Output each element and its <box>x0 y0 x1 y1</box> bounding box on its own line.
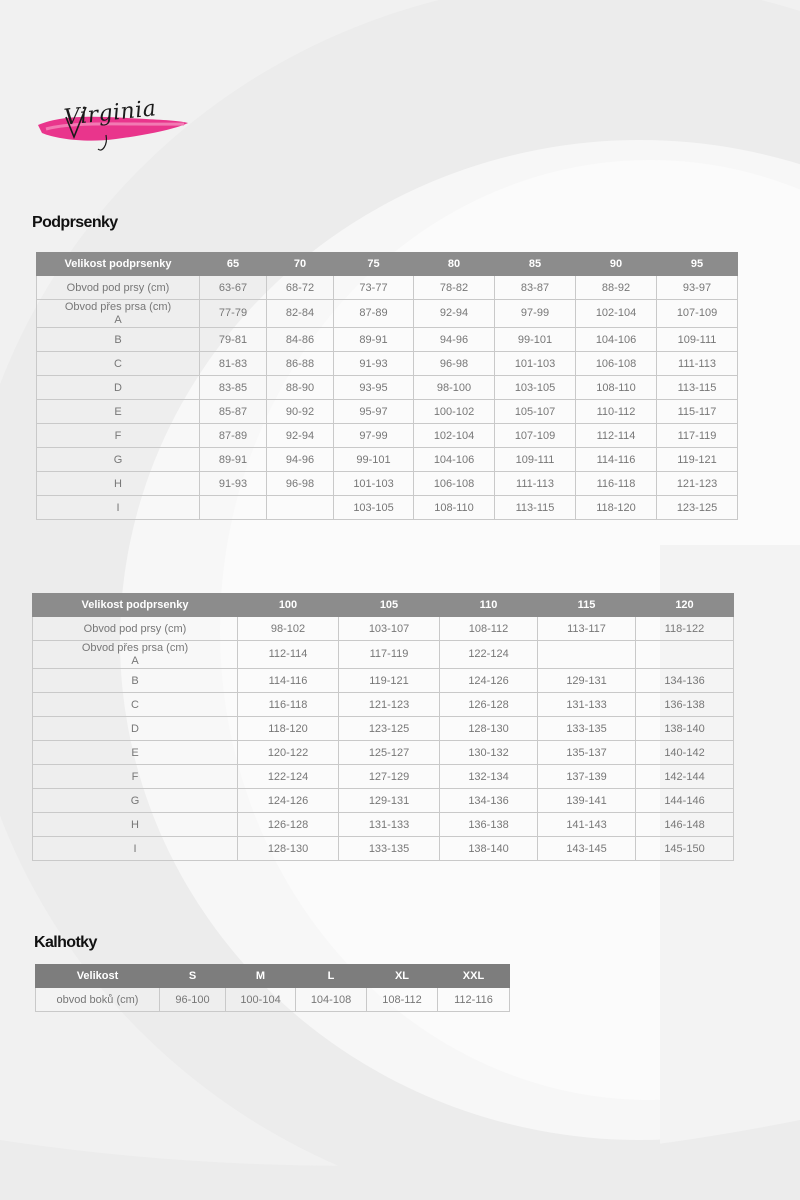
size-range-cell: 100-102 <box>414 400 495 424</box>
header-cell: 75 <box>334 253 414 276</box>
header-cell: M <box>226 965 296 988</box>
size-range-cell: 101-103 <box>495 352 576 376</box>
header-cell: Velikost <box>36 965 160 988</box>
size-range-cell: 94-96 <box>267 448 334 472</box>
header-cell: 100 <box>238 594 339 617</box>
size-range-cell: 131-133 <box>339 813 440 837</box>
size-range-cell: 140-142 <box>636 741 734 765</box>
row-label-cell: B <box>37 328 200 352</box>
size-range-cell: 106-108 <box>414 472 495 496</box>
row-label-cell <box>37 300 200 328</box>
size-range-cell: 129-131 <box>538 669 636 693</box>
header-cell: Velikost podprsenky <box>37 253 200 276</box>
size-range-cell: 81-83 <box>200 352 267 376</box>
brand-logo <box>36 95 192 157</box>
size-range-cell: 68-72 <box>267 276 334 300</box>
size-range-cell: 97-99 <box>495 300 576 328</box>
size-range-cell: 124-126 <box>440 669 538 693</box>
size-range-cell: 108-112 <box>367 988 438 1012</box>
row-label-cell: I <box>33 837 238 861</box>
table-header-row <box>37 253 738 276</box>
size-range-cell: 136-138 <box>440 813 538 837</box>
size-range-cell: 99-101 <box>495 328 576 352</box>
size-range-cell: 95-97 <box>334 400 414 424</box>
size-range-cell: 89-91 <box>200 448 267 472</box>
size-range-cell: 122-124 <box>238 765 339 789</box>
size-range-cell: 100-104 <box>226 988 296 1012</box>
row-label-cell: F <box>33 765 238 789</box>
size-range-cell: 110-112 <box>576 400 657 424</box>
size-range-cell: 82-84 <box>267 300 334 328</box>
size-range-cell: 127-129 <box>339 765 440 789</box>
size-range-cell: 97-99 <box>334 424 414 448</box>
table-row <box>33 765 734 789</box>
table-row <box>37 300 738 328</box>
size-range-cell: 85-87 <box>200 400 267 424</box>
size-range-cell: 92-94 <box>267 424 334 448</box>
size-range-cell: 104-106 <box>576 328 657 352</box>
row-label-cell: B <box>33 669 238 693</box>
row-label-line: A <box>114 313 122 326</box>
size-range-cell: 104-106 <box>414 448 495 472</box>
row-label-cell: H <box>37 472 200 496</box>
size-range-cell: 103-107 <box>339 617 440 641</box>
size-range-cell: 115-117 <box>657 400 738 424</box>
header-cell: 65 <box>200 253 267 276</box>
size-range-cell: 138-140 <box>636 717 734 741</box>
size-range-cell: 121-123 <box>339 693 440 717</box>
size-range-cell: 124-126 <box>238 789 339 813</box>
size-range-cell: 146-148 <box>636 813 734 837</box>
table-row <box>33 789 734 813</box>
size-range-cell: 128-130 <box>238 837 339 861</box>
size-range-cell: 102-104 <box>414 424 495 448</box>
size-range-cell: 119-121 <box>339 669 440 693</box>
header-cell: 80 <box>414 253 495 276</box>
panties-heading: Kalhotky <box>34 934 97 951</box>
table-header-row <box>33 594 734 617</box>
size-range-cell: 126-128 <box>238 813 339 837</box>
header-cell: 110 <box>440 594 538 617</box>
size-range-cell: 134-136 <box>636 669 734 693</box>
bras-heading: Podprsenky <box>32 214 118 231</box>
row-label-cell: F <box>37 424 200 448</box>
row-label-cell: C <box>33 693 238 717</box>
size-range-cell: 141-143 <box>538 813 636 837</box>
size-range-cell: 142-144 <box>636 765 734 789</box>
size-range-cell: 120-122 <box>238 741 339 765</box>
row-label-cell: I <box>37 496 200 520</box>
size-range-cell: 144-146 <box>636 789 734 813</box>
row-label-cell: Obvod pod prsy (cm) <box>33 617 238 641</box>
table-row <box>36 988 510 1012</box>
size-range-cell: 103-105 <box>334 496 414 520</box>
size-range-cell: 143-145 <box>538 837 636 861</box>
table-row <box>33 617 734 641</box>
size-range-cell: 98-102 <box>238 617 339 641</box>
table-row <box>33 641 734 669</box>
size-range-cell: 128-130 <box>440 717 538 741</box>
size-range-cell: 107-109 <box>495 424 576 448</box>
size-range-cell: 103-105 <box>495 376 576 400</box>
size-range-cell: 116-118 <box>238 693 339 717</box>
header-cell: XXL <box>438 965 510 988</box>
size-range-cell: 87-89 <box>200 424 267 448</box>
size-range-cell: 113-115 <box>495 496 576 520</box>
row-label-cell: obvod boků (cm) <box>36 988 160 1012</box>
size-range-cell: 112-114 <box>576 424 657 448</box>
table-row <box>37 352 738 376</box>
row-label-cell: D <box>33 717 238 741</box>
row-label-line: A <box>131 654 139 667</box>
row-label-cell: H <box>33 813 238 837</box>
header-cell: Velikost podprsenky <box>33 594 238 617</box>
size-range-cell: 78-82 <box>414 276 495 300</box>
table-row <box>33 741 734 765</box>
row-label-cell: E <box>33 741 238 765</box>
size-range-cell: 118-120 <box>238 717 339 741</box>
header-cell: 115 <box>538 594 636 617</box>
size-range-cell <box>538 641 636 669</box>
size-range-cell: 117-119 <box>657 424 738 448</box>
size-range-cell: 121-123 <box>657 472 738 496</box>
size-range-cell: 106-108 <box>576 352 657 376</box>
size-range-cell: 109-111 <box>657 328 738 352</box>
size-range-cell: 88-90 <box>267 376 334 400</box>
size-range-cell: 122-124 <box>440 641 538 669</box>
table-row <box>37 376 738 400</box>
size-range-cell: 96-98 <box>267 472 334 496</box>
row-label-cell: C <box>37 352 200 376</box>
size-range-cell: 102-104 <box>576 300 657 328</box>
size-range-cell: 108-112 <box>440 617 538 641</box>
bra-size-table-2 <box>32 593 734 861</box>
size-range-cell: 135-137 <box>538 741 636 765</box>
size-range-cell: 112-114 <box>238 641 339 669</box>
row-label-cell: E <box>37 400 200 424</box>
table-row <box>33 717 734 741</box>
size-range-cell: 108-110 <box>576 376 657 400</box>
size-range-cell: 123-125 <box>657 496 738 520</box>
header-cell: 90 <box>576 253 657 276</box>
size-range-cell: 113-117 <box>538 617 636 641</box>
size-range-cell: 88-92 <box>576 276 657 300</box>
bra-size-table-1 <box>36 252 738 520</box>
size-range-cell: 91-93 <box>200 472 267 496</box>
size-range-cell: 111-113 <box>495 472 576 496</box>
size-range-cell: 131-133 <box>538 693 636 717</box>
size-range-cell: 63-67 <box>200 276 267 300</box>
size-range-cell: 137-139 <box>538 765 636 789</box>
size-range-cell: 92-94 <box>414 300 495 328</box>
size-range-cell: 145-150 <box>636 837 734 861</box>
table-row <box>33 813 734 837</box>
header-cell: S <box>160 965 226 988</box>
size-range-cell <box>636 641 734 669</box>
table-row <box>37 328 738 352</box>
row-label-cell <box>33 641 238 669</box>
logo-wordmark: Virginia <box>62 96 158 131</box>
size-range-cell: 79-81 <box>200 328 267 352</box>
size-range-cell: 136-138 <box>636 693 734 717</box>
size-range-cell: 98-100 <box>414 376 495 400</box>
size-range-cell <box>200 496 267 520</box>
header-cell: 105 <box>339 594 440 617</box>
size-range-cell: 89-91 <box>334 328 414 352</box>
size-range-cell: 90-92 <box>267 400 334 424</box>
header-cell: 85 <box>495 253 576 276</box>
size-range-cell: 130-132 <box>440 741 538 765</box>
panties-size-table <box>35 964 510 1012</box>
size-range-cell: 87-89 <box>334 300 414 328</box>
header-cell: 95 <box>657 253 738 276</box>
size-range-cell: 91-93 <box>334 352 414 376</box>
row-label-cell: D <box>37 376 200 400</box>
size-range-cell: 113-115 <box>657 376 738 400</box>
size-range-cell: 133-135 <box>538 717 636 741</box>
size-range-cell: 116-118 <box>576 472 657 496</box>
table-row <box>37 424 738 448</box>
size-range-cell: 108-110 <box>414 496 495 520</box>
size-range-cell: 94-96 <box>414 328 495 352</box>
size-range-cell: 125-127 <box>339 741 440 765</box>
size-range-cell: 105-107 <box>495 400 576 424</box>
size-range-cell: 77-79 <box>200 300 267 328</box>
size-range-cell: 126-128 <box>440 693 538 717</box>
table-row <box>33 669 734 693</box>
row-label-line: Obvod přes prsa (cm) <box>81 641 189 654</box>
size-range-cell <box>267 496 334 520</box>
table-row <box>33 693 734 717</box>
size-range-cell: 73-77 <box>334 276 414 300</box>
size-range-cell: 119-121 <box>657 448 738 472</box>
size-range-cell: 99-101 <box>334 448 414 472</box>
table-row <box>37 400 738 424</box>
size-range-cell: 129-131 <box>339 789 440 813</box>
size-range-cell: 109-111 <box>495 448 576 472</box>
size-range-cell: 86-88 <box>267 352 334 376</box>
row-label-line: Obvod přes prsa (cm) <box>64 300 172 313</box>
size-range-cell: 133-135 <box>339 837 440 861</box>
table-row <box>37 276 738 300</box>
header-cell: L <box>296 965 367 988</box>
size-range-cell: 117-119 <box>339 641 440 669</box>
header-cell: 70 <box>267 253 334 276</box>
size-range-cell: 84-86 <box>267 328 334 352</box>
size-range-cell: 101-103 <box>334 472 414 496</box>
size-range-cell: 111-113 <box>657 352 738 376</box>
size-range-cell: 138-140 <box>440 837 538 861</box>
size-range-cell: 96-98 <box>414 352 495 376</box>
size-range-cell: 118-122 <box>636 617 734 641</box>
size-range-cell: 104-108 <box>296 988 367 1012</box>
size-range-cell: 118-120 <box>576 496 657 520</box>
size-range-cell: 114-116 <box>576 448 657 472</box>
size-range-cell: 123-125 <box>339 717 440 741</box>
size-range-cell: 107-109 <box>657 300 738 328</box>
header-cell: XL <box>367 965 438 988</box>
table-row <box>37 448 738 472</box>
table-row <box>37 496 738 520</box>
header-cell: 120 <box>636 594 734 617</box>
size-range-cell: 134-136 <box>440 789 538 813</box>
row-label-cell: G <box>33 789 238 813</box>
table-row <box>33 837 734 861</box>
size-range-cell: 112-116 <box>438 988 510 1012</box>
size-range-cell: 93-95 <box>334 376 414 400</box>
table-header-row <box>36 965 510 988</box>
size-range-cell: 132-134 <box>440 765 538 789</box>
row-label-cell: Obvod pod prsy (cm) <box>37 276 200 300</box>
size-range-cell: 83-85 <box>200 376 267 400</box>
size-range-cell: 83-87 <box>495 276 576 300</box>
table-row <box>37 472 738 496</box>
size-range-cell: 114-116 <box>238 669 339 693</box>
size-range-cell: 93-97 <box>657 276 738 300</box>
size-range-cell: 139-141 <box>538 789 636 813</box>
row-label-cell: G <box>37 448 200 472</box>
size-range-cell: 96-100 <box>160 988 226 1012</box>
